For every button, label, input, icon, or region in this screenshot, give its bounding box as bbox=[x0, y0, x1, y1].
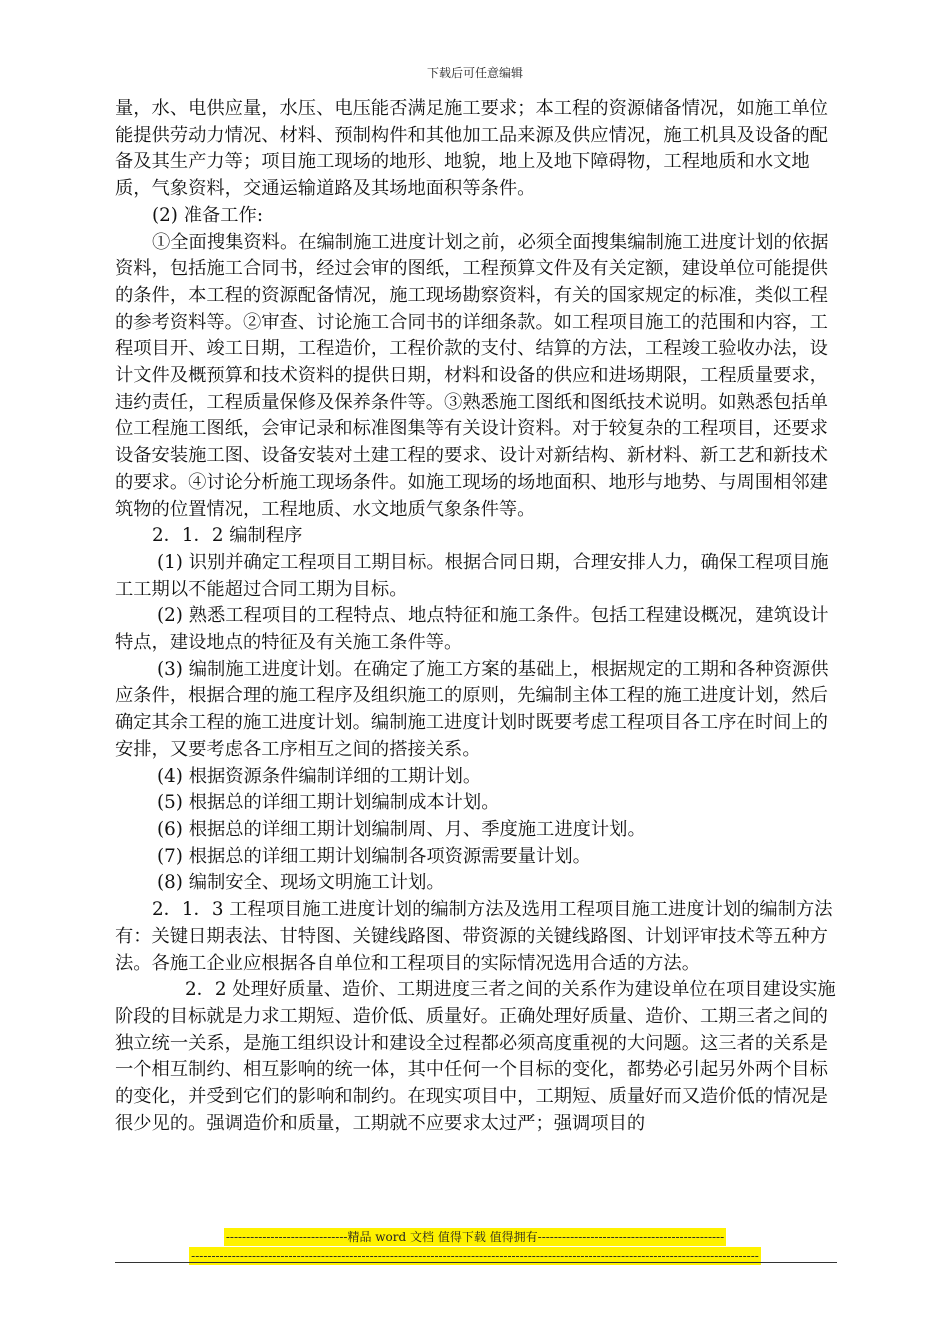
section-2-2: 2．2 处理好质量、造价、工期进度三者之间的关系作为建设单位在项目建设实施阶段的目标就是力求工期短、造价低、质量好。正确处理好质量、造价、工期三者之间的独立统一关系，是施工组织设计和建设全过程都必须高度重视的大问题。这三者的关系是一个相互制约、相互影响的统一体，其中任何一个目标的变化，都势必引起另外两个目标的变化，并受到它们的影响和制约。在现实项目中，工期短、质量好而又造价低的情况是很少见的。强调造价和质量，工期就不应要求太过严；强调项目的 bbox=[115, 979, 836, 1134]
procedure-item-3: (3) 编制施工进度计划。在确定了施工方案的基础上，根据规定的工期和各种资源供应条件，根据合理的施工程序及组织施工的原则，先编制主体工程的施工进度计划，然后确定其余工程的施工进度计划。编制施工进度计划时既要考虑工程项目各工序在时间上的安排，又要考虑各工序相互之间的搭接关系。 bbox=[115, 658, 829, 760]
paragraph-resources: 量，水、电供应量，水压、电压能否满足施工要求；本工程的资源储备情况，如施工单位能提供劳动力情况、材料、预制构件和其他加工品来源及供应情况，施工机具及设备的配备及其生产力等；项目施工现场的地形、地貌，地上及地下障碍物，工程地质和水文地质，气象资料，交通运输道路及其场地面积等条件。 bbox=[115, 98, 828, 200]
procedure-item-1: (1) 识别并确定工程项目工期目标。根据合同日期，合理安排人力，确保工程项目施工工期以不能超过合同工期为目标。 bbox=[115, 551, 829, 600]
paragraph-preparation-body: ①全面搜集资料。在编制施工进度计划之前，必须全面搜集编制施工进度计划的依据资料，包括施工合同书，经过会审的图纸，工程预算文件及有关定额，建设单位可能提供的条件，本工程的资源配备情况，施工现场勘察资料，有关的国家规定的标准，类似工程的参考资料等。②审查、讨论施工合同书的详细条款。如工程项目施工的范围和内容，工程项目开、竣工日期，工程造价，工程价款的支付、结算的方法，工程竣工验收办法，设计文件及概预算和技术资料的提供日期，材料和设备的供应和进场期限，工程质量要求，违约责任，工程质量保修及保养条件等。③熟悉施工图纸和图纸技术说明。如熟悉包括单位工程施工图纸，会审记录和标准图集等有关设计资料。对于较复杂的工程项目，还要求设备安装施工图、设备安装对土建工程的要求、设计对新结构、新材料、新工艺和新技术的要求。④讨论分析施工现场条件。如施工现场的场地面积、地形与地势、与周围相邻建筑物的位置情况，工程地质、水文地质气象条件等。 bbox=[115, 231, 829, 520]
footer-divider bbox=[115, 1262, 837, 1263]
footer-watermark bbox=[0, 1228, 950, 1265]
section-2-1-3: 2．1．3 工程项目施工进度计划的编制方法及选用工程项目施工进度计划的编制方法有：关键日期表法、甘特图、关键线路图、带资源的关键线路图、计划评审技术等五种方法。各施工企业应根据各自单位和工程项目的实际情况选用合适的方法。 bbox=[115, 899, 833, 974]
procedure-item-4: (4) 根据资源条件编制详细的工期计划。 bbox=[157, 765, 482, 787]
procedure-item-7: (7) 根据总的详细工期计划编制各项资源需要量计划。 bbox=[157, 845, 591, 867]
paragraph-preparation-heading: (2) 准备工作: bbox=[152, 204, 263, 226]
procedure-item-2: (2) 熟悉工程项目的工程特点、地点特征和施工条件。包括工程建设概况，建筑设计特点，建设地点的特征及有关施工条件等。 bbox=[115, 605, 829, 654]
header-note: 下载后可任意编辑 bbox=[426, 66, 523, 80]
procedure-item-8: (8) 编制安全、现场文明施工计划。 bbox=[157, 872, 445, 894]
footer-line-2: -------------------------------------------------------------------------------------------------------------------------------------------- bbox=[191, 1249, 759, 1263]
section-heading-2-1-2: 2．1．2 编制程序 bbox=[152, 525, 303, 547]
document-body bbox=[115, 96, 837, 1137]
procedure-item-5: (5) 根据总的详细工期计划编制成本计划。 bbox=[157, 792, 500, 814]
procedure-item-6: (6) 根据总的详细工期计划编制周、月、季度施工进度计划。 bbox=[157, 818, 646, 840]
footer-line-1: ------------------------------精品 word 文档 值得下载 值得拥有---------------------------------------------- bbox=[225, 1230, 725, 1244]
